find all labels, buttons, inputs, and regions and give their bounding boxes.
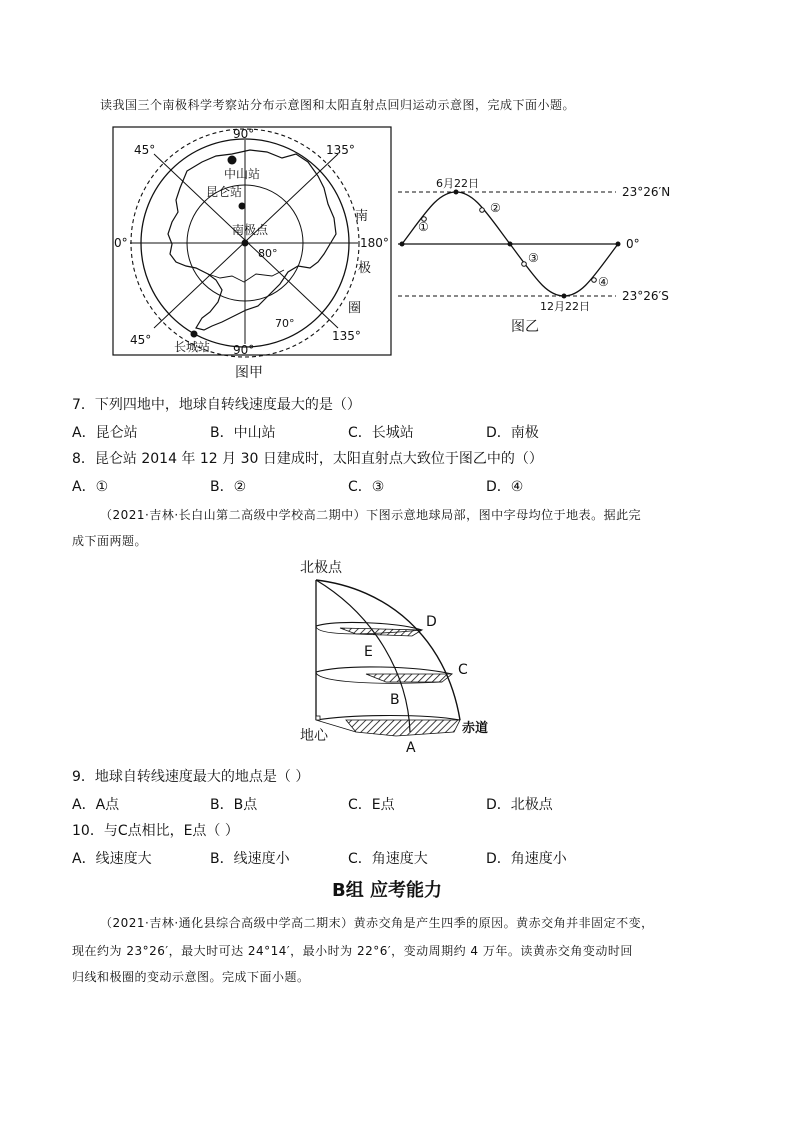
- q8-opt-a[interactable]: A．①: [72, 479, 109, 495]
- lon-tr-label: 135°: [326, 143, 355, 157]
- lon-bl-label: 45°: [130, 333, 152, 347]
- q8-opt-c[interactable]: C．③: [348, 479, 385, 495]
- q8-opt-b[interactable]: B．②: [210, 479, 247, 495]
- intro-text-3b: 现在约为 23°26′，最大时可达 24°14′，最小时为 22°6′，变动周期约 4 万年。读黄赤交角变动时回: [72, 944, 633, 958]
- q10-stem: 10．与C点相比，E点（ ）: [72, 823, 239, 839]
- n-lat-label: 23°26′N: [622, 185, 671, 199]
- section-heading: B组 应考能力: [332, 880, 442, 901]
- lon-tl-label: 45°: [134, 143, 156, 157]
- point-e-label: E: [364, 644, 373, 660]
- kunlun-dot: [239, 203, 246, 210]
- point-d-label: D: [426, 614, 437, 630]
- north-pole-label: 北极点: [300, 560, 342, 576]
- q8-opt-d[interactable]: D．④: [486, 479, 524, 495]
- lat70-label: 70°: [275, 317, 295, 330]
- kunlun-label: 昆仑站: [206, 185, 243, 199]
- q7-opt-b[interactable]: B．中山站: [210, 425, 276, 441]
- q8-stem: 8．昆仑站 2014 年 12 月 30 日建成时，太阳直射点大致位于图乙中的（）: [72, 451, 543, 467]
- circle-label-2: 极: [358, 261, 372, 276]
- equator-label: 赤道: [462, 721, 489, 736]
- figure-earth-section: [296, 556, 506, 758]
- point-a-label: A: [406, 740, 416, 756]
- zero-label: 0°: [626, 237, 640, 251]
- q10-opt-c[interactable]: C．角速度大: [348, 851, 428, 867]
- q9-opt-b[interactable]: B．B点: [210, 797, 258, 813]
- mark-3: ③: [528, 251, 539, 265]
- meridian-arc: [316, 580, 410, 732]
- circle-label-3: 圈: [348, 301, 362, 316]
- figure-antarctica: [112, 126, 392, 356]
- q7-opt-d[interactable]: D．南极: [486, 425, 539, 441]
- q7-opt-c[interactable]: C．长城站: [348, 425, 414, 441]
- figure-sun-migration: [394, 176, 671, 336]
- mark-1: ①: [418, 220, 429, 234]
- lat80-label: 80°: [258, 247, 278, 260]
- lon-right-label: 180°: [360, 236, 389, 250]
- lon-left-label: 0°: [114, 236, 128, 250]
- lon-bottom-label: 90°: [233, 343, 255, 357]
- q9-stem: 9．地球自转线速度最大的地点是（ ）: [72, 769, 310, 785]
- intro-text-3c: 归线和极圈的变动示意图。完成下面小题。: [72, 970, 310, 984]
- figure-b-caption: 图乙: [511, 319, 539, 335]
- figure-a-caption: 图甲: [235, 365, 263, 381]
- lon-top-label: 90°: [233, 127, 255, 141]
- s-lat-label: 23°26′S: [622, 289, 669, 303]
- center-label: 地心: [300, 728, 328, 744]
- pole-label: 南极点: [232, 223, 269, 237]
- q7-stem: 7．下列四地中，地球自转线速度最大的是（）: [72, 397, 361, 413]
- mark-4: ④: [598, 275, 609, 289]
- q10-opt-d[interactable]: D．角速度小: [486, 851, 567, 867]
- q9-opt-d[interactable]: D．北极点: [486, 797, 553, 813]
- south-pole-dot: [242, 240, 249, 247]
- point-b-label: B: [390, 692, 400, 708]
- intro-text-3a: （2021·吉林·通化县综合高级中学高二期末）黄赤交角是产生四季的原因。黄赤交角并非固定不变，: [100, 916, 654, 930]
- circle-label-1: 南: [355, 209, 369, 224]
- point-c-label: C: [458, 662, 468, 678]
- dec22-label: 12月22日: [540, 300, 590, 313]
- intro-text-2b: 成下面两题。: [72, 534, 148, 548]
- changcheng-label: 长城站: [174, 340, 211, 354]
- zhongshan-dot: [228, 156, 237, 165]
- changcheng-dot: [191, 331, 198, 338]
- earth-surface-arc: [316, 580, 460, 720]
- q9-opt-a[interactable]: A．A点: [72, 797, 120, 813]
- intro-text-2a: （2021·吉林·长白山第二高级中学校高二期中）下图示意地球局部，图中字母均位于地表。据此完: [100, 508, 642, 522]
- mark-2: ②: [490, 201, 501, 215]
- q7-opt-a[interactable]: A．昆仑站: [72, 425, 138, 441]
- intro-text-1: 读我国三个南极科学考察站分布示意图和太阳直射点回归运动示意图，完成下面小题。: [100, 98, 576, 112]
- q10-opt-a[interactable]: A．线速度大: [72, 851, 152, 867]
- jun22-label: 6月22日: [436, 177, 479, 190]
- q9-opt-c[interactable]: C．E点: [348, 797, 395, 813]
- lon-br-label: 135°: [332, 329, 361, 343]
- zhongshan-label: 中山站: [224, 167, 261, 181]
- q10-opt-b[interactable]: B．线速度小: [210, 851, 290, 867]
